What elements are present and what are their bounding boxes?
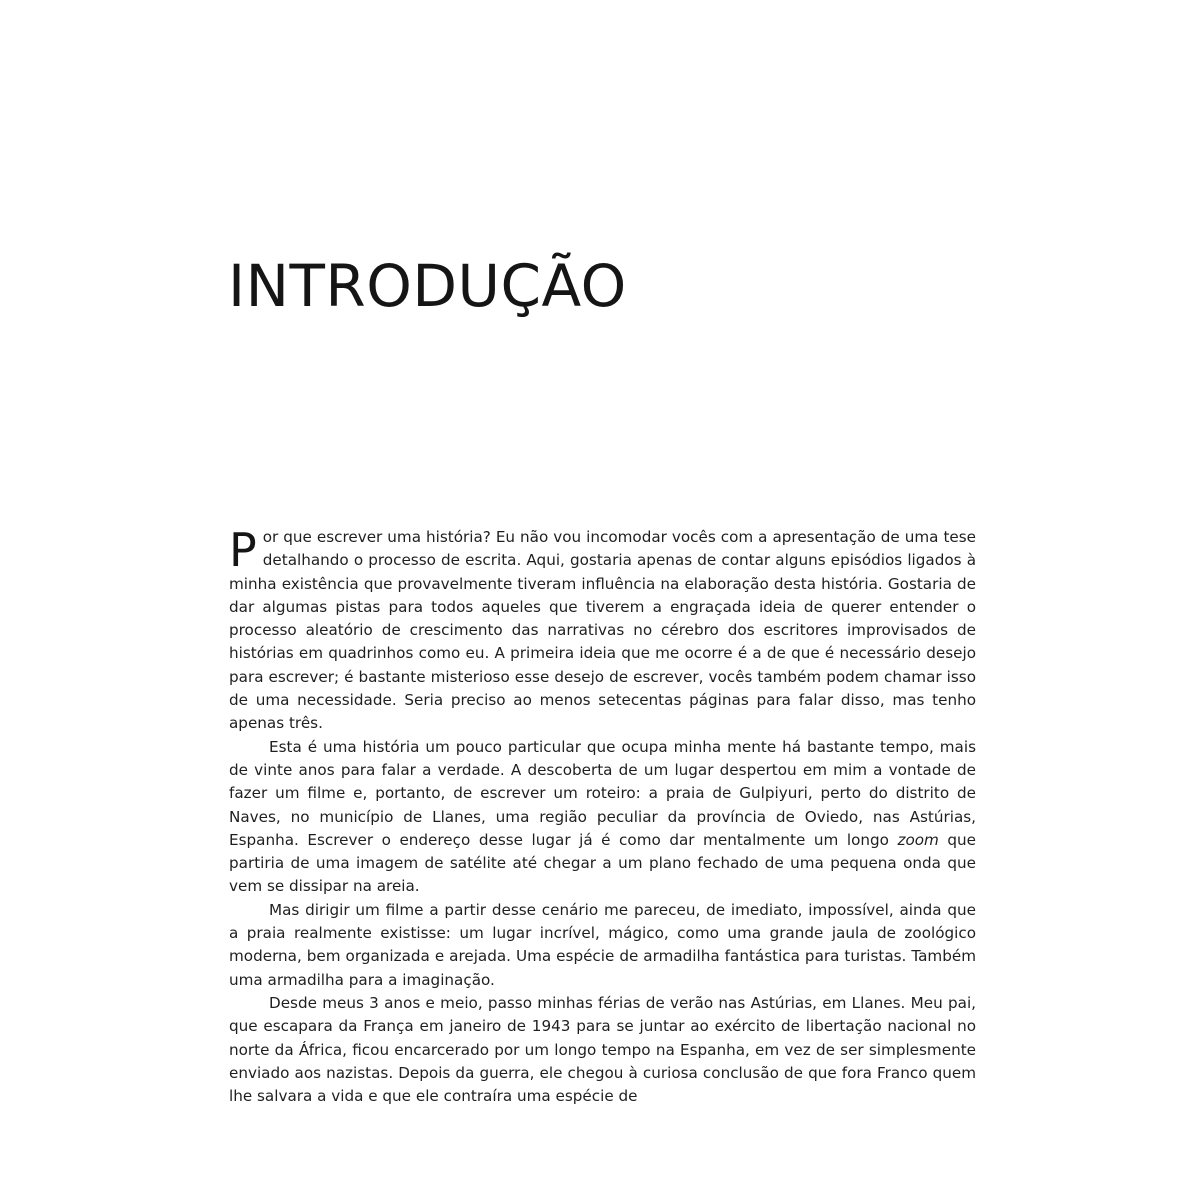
paragraph-2-text-before: Esta é uma história um pouco particular que ocupa minha mente há bastante tempo, mais de vinte anos para falar a verdade. A descoberta de um lugar despertou em mim a vontade de fazer um filme e, portanto, de escrever um roteiro: a praia de Gulpiyuri, perto do distrito de Naves, no município de Llanes, uma região peculiar da província de Oviedo, nas Astúrias, Espanha. Escrever o endereço desse lugar já é como dar mentalmente um longo	[229, 737, 976, 849]
drop-cap: P	[229, 523, 257, 577]
paragraph-1	[229, 523, 976, 736]
paragraph-1-text: or que escrever uma história? Eu não vou incomodar vocês com a apresentação de uma tese detalhando o processo de escrita. Aqui, gostaria apenas de contar alguns episódios ligados à minha existência que provavelmente tiveram influência na elaboração desta história. Gostaria de dar algumas pistas para todos aqueles que tiverem a engraçada ideia de querer entender o processo aleatório de crescimento das narrativas no cérebro dos escritores improvisados de histórias em quadrinhos como eu. A primeira ideia que me ocorre é a de que é necessário desejo para escrever; é bastante misterioso esse desejo de escrever, vocês também podem chamar isso de uma necessidade. Seria preciso ao menos setecentas páginas para falar disso, mas tenho apenas três.	[229, 528, 976, 733]
body-text	[229, 523, 976, 1108]
paragraph-2-text-after: que partiria de uma imagem de satélite até chegar a um plano fechado de uma pequena onda que vem se dissipar na areia.	[229, 830, 976, 896]
paragraph-4: Desde meus 3 anos e meio, passo minhas férias de verão nas Astúrias, em Llanes. Meu pai, que escapara da França em janeiro de 1943 para se juntar ao exército de libertação nacional no norte da África, ficou encarcerado por um longo tempo na Espanha, em vez de ser simplesmente enviado aos nazistas. Depois da guerra, ele chegou à curiosa conclusão de que fora Franco quem lhe salvara a vida e que ele contraíra uma espécie de	[229, 993, 976, 1106]
paragraph-2-emphasis: zoom	[897, 830, 939, 849]
paragraph-2	[229, 736, 976, 899]
paragraph-3: Mas dirigir um filme a partir desse cenário me pareceu, de imediato, impossível, ainda que a praia realmente existisse: um lugar incrível, mágico, como uma grande jaula de zoológico moderna, bem organizada e arejada. Uma espécie de armadilha fantástica para turistas. Também uma armadilha para a imaginação.	[229, 900, 976, 989]
chapter-title: INTRODUÇÃO	[228, 252, 627, 320]
